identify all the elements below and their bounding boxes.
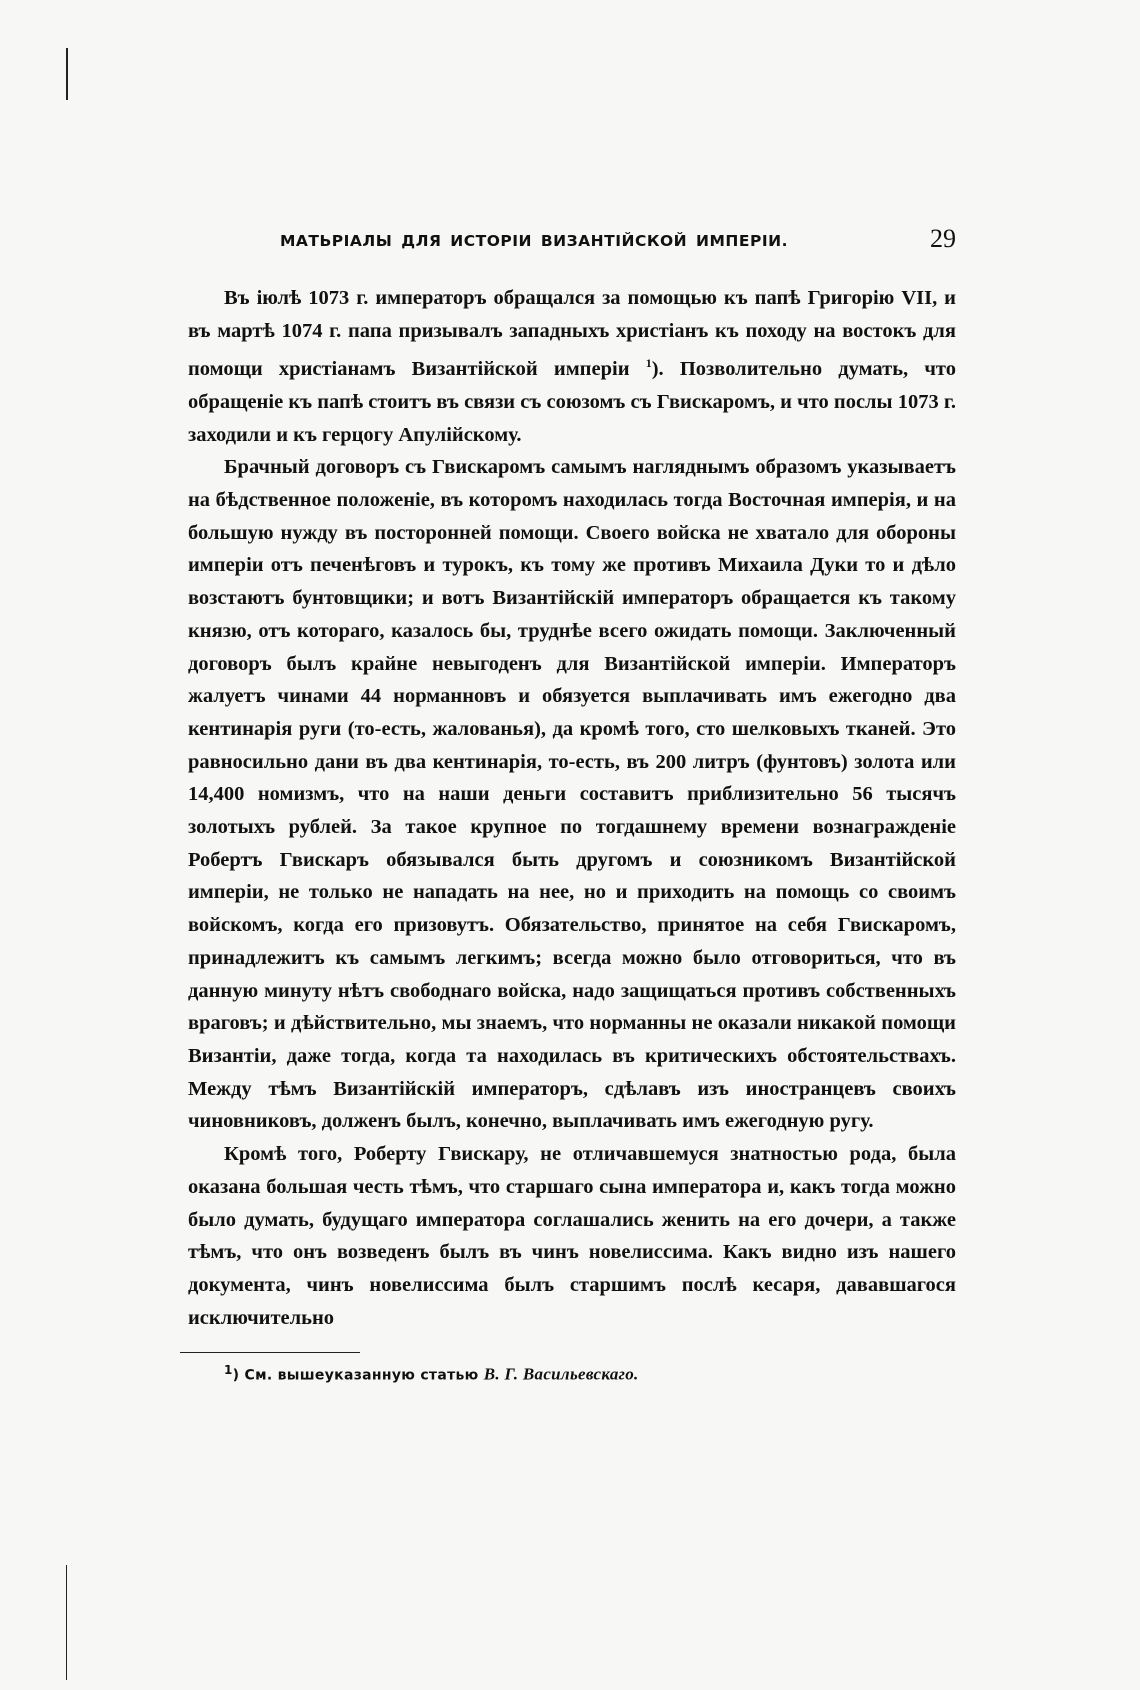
- footnote-reference: 1: [645, 356, 652, 371]
- body-text: [188, 282, 956, 1334]
- paragraph-1: [188, 282, 956, 451]
- paragraph-2: Брачный договоръ съ Гвискаромъ самымъ нагляднымъ образомъ указываетъ на бѣдственное положеніе, въ которомъ находилась тогда Восточная имперія, и на большую нужду въ посторонней помощи. Своего войска не хватало для обороны имперіи отъ печенѣговъ и турокъ, къ тому же противъ Михаила Дуки то и дѣло возстаютъ бунтовщики; и вотъ Византійскій императоръ обращается къ такому князю, отъ котораго, казалось бы, труднѣе всего ожидать помощи. Заключенный договоръ былъ крайне невыгоденъ для Византійской имперіи. Императоръ жалуетъ чинами 44 норманновъ и обязуется выплачивать имъ ежегодно два кентинарія руги (то-есть, жалованья), да кромѣ того, сто шелковыхъ тканей. Это равносильно дани въ два кентинарія, то-есть, въ 200 литръ (фунтовъ) золота или 14,400 номизмъ, что на наши деньги составитъ приблизительно 56 тысячъ золотыхъ рублей. За такое крупное по тогдашнему времени вознагражденіе Робертъ Гвискаръ обязывался быть другомъ и союзникомъ Византійской имперіи, не только не нападать на нее, но и приходить на помощь со своимъ войскомъ, когда его призовутъ. Обязательство, принятое на себя Гвискаромъ, принадлежитъ къ самымъ легкимъ; всегда можно было отговориться, что въ данную минуту нѣтъ свободнаго войска, надо защищаться противъ собственныхъ враговъ; и дѣйствительно, мы знаемъ, что норманны не оказали никакой помощи Византіи, даже тогда, когда та находилась въ критическихъ обстоятельствахъ. Между тѣмъ Византійскій императоръ, сдѣлавъ изъ иностранцевъ своихъ чиновниковъ, долженъ былъ, конечно, выплачивать имъ ежегодную ругу.: [188, 456, 956, 1133]
- margin-line-bottom: [66, 1565, 67, 1680]
- margin-line-top: [66, 48, 68, 100]
- paragraph-1-after: ). Позволительно думать, что обращеніе къ папѣ стоитъ въ связи съ союзомъ съ Гвискаромъ, и что послы 1073 г. заходили и къ герцогу Апулійскому.: [188, 358, 956, 446]
- footnote-divider: [180, 1352, 360, 1353]
- paragraph-1-before: Въ іюлѣ 1073 г. императоръ обращался за помощью къ папѣ Григорію VII, и въ мартѣ 1074 г. папа призывалъ западныхъ христіанъ къ походу на востокъ для помощи христіанамъ Византійской имперіи: [188, 287, 956, 381]
- footnote-text: ) См. вышеуказанную статью: [232, 1367, 484, 1384]
- footnote-marker: 1: [224, 1363, 233, 1378]
- footnote-author: В. Г. Васильевскаго.: [483, 1364, 639, 1384]
- running-head: МАТЬРІАЛЫ ДЛЯ ИСТОРІИ ВИЗАНТІЙСКОЙ ИМПЕРІИ.: [280, 232, 788, 250]
- page-number: 29: [930, 224, 956, 253]
- footnote: [224, 1363, 956, 1385]
- book-page: [188, 226, 956, 1385]
- page-header: [188, 226, 956, 262]
- paragraph-3: Кромѣ того, Роберту Гвискару, не отличавшемуся знатностью рода, была оказана большая честь тѣмъ, что старшаго сына императора и, какъ тогда можно было думать, будущаго императора соглашались женить на его дочери, а также тѣмъ, что онъ возведенъ былъ въ чинъ новелиссима. Какъ видно изъ нашего документа, чинъ новелиссима былъ старшимъ послѣ кесаря, дававшагося исключительно: [188, 1143, 956, 1329]
